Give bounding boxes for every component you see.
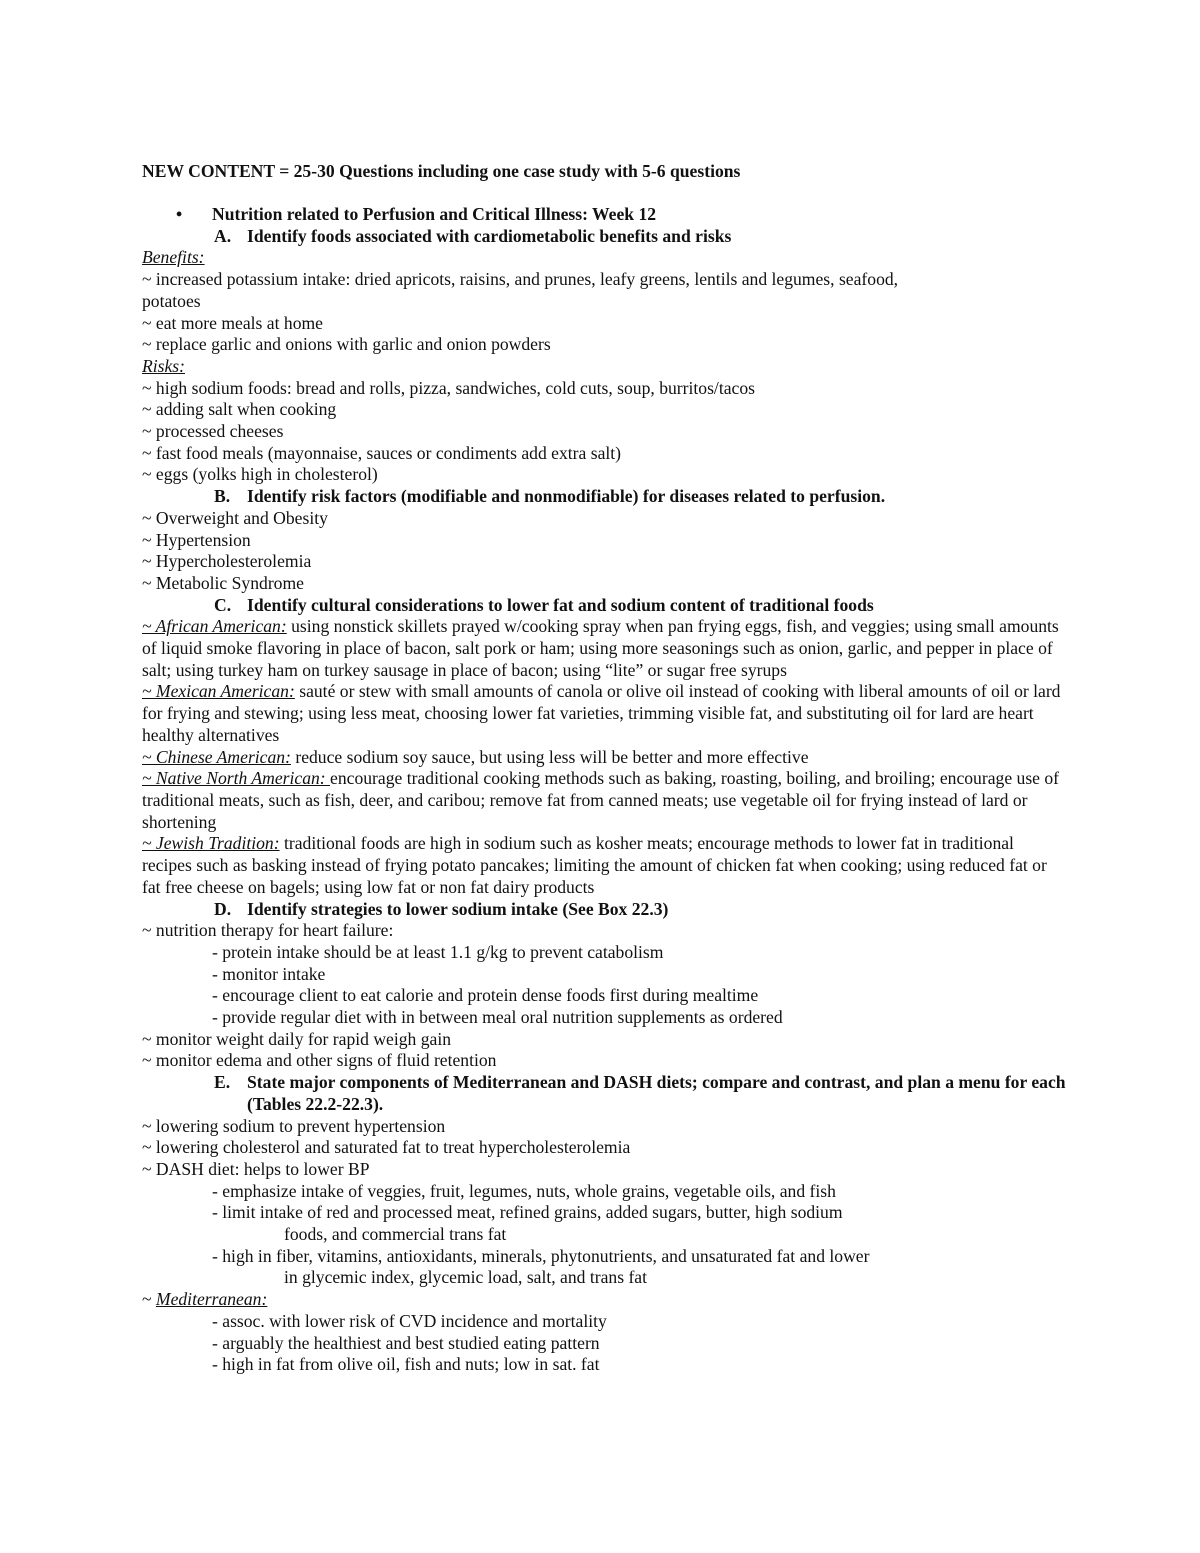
culture-text: encourage traditional cooking methods such as baking, roasting, boiling, and broiling; encourage use of traditional meats, such as fish, deer, and caribou; remove fat from canned meats; use vegetable oil for frying instead of lard or shortening (142, 768, 1060, 832)
risk-item: ~ eggs (yolks high in cholesterol) (142, 464, 378, 485)
dash-subitem: - emphasize intake of veggies, fruit, legumes, nuts, whole grains, vegetable oils, and fish (212, 1180, 836, 1201)
culture-label: ~ Jewish Tradition: (142, 833, 280, 854)
strategy-subitem: - encourage client to eat calorie and protein dense foods first during mealtime (212, 985, 759, 1006)
culture-text: sauté or stew with small amounts of canola or olive oil instead of cooking with liberal amounts of oil or lard for frying and stewing; using less meat, choosing lower fat varieties, trimming visible fat, and substituting oil for lard are heart healthy alternatives (142, 681, 1061, 745)
strategy-subitem: - provide regular diet with in between meal oral nutrition supplements as ordered (212, 1007, 783, 1028)
strategy-item: ~ monitor edema and other signs of fluid retention (142, 1050, 497, 1071)
risk-factor-item: ~ Hypercholesterolemia (142, 551, 312, 572)
week-topic-title: Nutrition related to Perfusion and Critical Illness: Week 12 (212, 204, 657, 224)
culture-label: ~ Mexican American: (142, 681, 295, 702)
risks-label: Risks: (142, 355, 185, 376)
risk-factor-item: ~ Hypertension (142, 529, 251, 550)
strategy-intro: ~ nutrition therapy for heart failure: (142, 920, 394, 941)
culture-label: ~ Chinese American: (142, 746, 291, 767)
week-topic (142, 204, 1062, 226)
benefit-item: ~ replace garlic and onions with garlic and onion powders (142, 334, 551, 355)
dash-subitem: - high in fiber, vitamins, antioxidants, minerals, phytonutrients, and unsaturated fat and lower (212, 1245, 870, 1266)
section-a-heading: A. Identify foods associated with cardiometabolic benefits and risks (214, 225, 732, 246)
culture-label: ~ African American: (142, 616, 287, 637)
benefit-item: potatoes (142, 290, 201, 311)
culture-label: ~ Native North American: (142, 768, 331, 789)
cultural-paragraph (142, 747, 1062, 769)
risk-item: ~ high sodium foods: bread and rolls, pizza, sandwiches, cold cuts, soup, burritos/tacos (142, 377, 755, 398)
risk-item: ~ adding salt when cooking (142, 399, 337, 420)
benefit-item: ~ eat more meals at home (142, 312, 323, 333)
culture-text: using nonstick skillets prayed w/cooking spray when pan frying eggs, fish, and veggies; using small amounts of liquid smoke flavoring in place of bacon, salt pork or ham; using more seasonings such as onion, garlic, and pepper in place of salt; using turkey ham on turkey sausage in place of bacon; using “lite” or sugar free syrups (142, 616, 1059, 680)
culture-text: traditional foods are high in sodium such as kosher meats; encourage methods to lower fat in traditional recipes such as basking instead of frying potato pancakes; limiting the amount of chicken fat when cooking; using reduced fat or fat free cheese on bagels; using low fat or non fat dairy products (142, 833, 1047, 897)
mediterranean-heading: ~ Mediterranean: (142, 1289, 268, 1310)
diet-item: ~ DASH diet: helps to lower BP (142, 1158, 370, 1179)
strategy-item: ~ monitor weight daily for rapid weigh gain (142, 1028, 452, 1049)
section-e-heading: E. State major components of Mediterranean and DASH diets; compare and contrast, and plan a menu for each (Tables 22.2-22.3). (214, 1072, 1066, 1114)
bullet-icon: • (176, 204, 183, 224)
section-c-heading: C. Identify cultural considerations to lower fat and sodium content of traditional foods (214, 594, 874, 615)
cultural-paragraph (142, 616, 1062, 681)
section-b-heading: B. Identify risk factors (modifiable and nonmodifiable) for diseases related to perfusion. (214, 486, 886, 507)
mediterranean-subitem: - assoc. with lower risk of CVD incidence and mortality (212, 1310, 607, 1331)
risk-factor-item: ~ Overweight and Obesity (142, 507, 328, 528)
risk-item: ~ fast food meals (mayonnaise, sauces or condiments add extra salt) (142, 442, 622, 463)
dash-subitem: - limit intake of red and processed meat, refined grains, added sugars, butter, high sodium (212, 1202, 843, 1223)
risk-item: ~ processed cheeses (142, 421, 284, 442)
page-header: NEW CONTENT = 25-30 Questions including one case study with 5-6 questions (142, 161, 741, 181)
risk-factor-item: ~ Metabolic Syndrome (142, 572, 304, 593)
cultural-paragraph (142, 681, 1062, 746)
section-d-heading: D. Identify strategies to lower sodium intake (See Box 22.3) (214, 898, 669, 919)
dash-subitem-continued: in glycemic index, glycemic load, salt, and trans fat (284, 1267, 647, 1288)
benefit-item: ~ increased potassium intake: dried apricots, raisins, and prunes, leafy greens, lentils and legumes, seafood, (142, 269, 899, 290)
benefits-label: Benefits: (142, 247, 205, 268)
culture-text: reduce sodium soy sauce, but using less will be better and more effective (290, 746, 809, 767)
strategy-subitem: - monitor intake (212, 963, 326, 984)
diet-item: ~ lowering sodium to prevent hypertension (142, 1115, 446, 1136)
mediterranean-subitem: - high in fat from olive oil, fish and nuts; low in sat. fat (212, 1354, 600, 1375)
document-page (142, 161, 1066, 1376)
strategy-subitem: - protein intake should be at least 1.1 g/kg to prevent catabolism (212, 941, 664, 962)
dash-subitem-continued: foods, and commercial trans fat (284, 1224, 507, 1245)
mediterranean-subitem: - arguably the healthiest and best studied eating pattern (212, 1332, 600, 1353)
mediterranean-label: Mediterranean: (155, 1289, 268, 1310)
diet-item: ~ lowering cholesterol and saturated fat to treat hypercholesterolemia (142, 1137, 631, 1158)
cultural-paragraph (142, 768, 1062, 833)
cultural-paragraph (142, 833, 1062, 898)
